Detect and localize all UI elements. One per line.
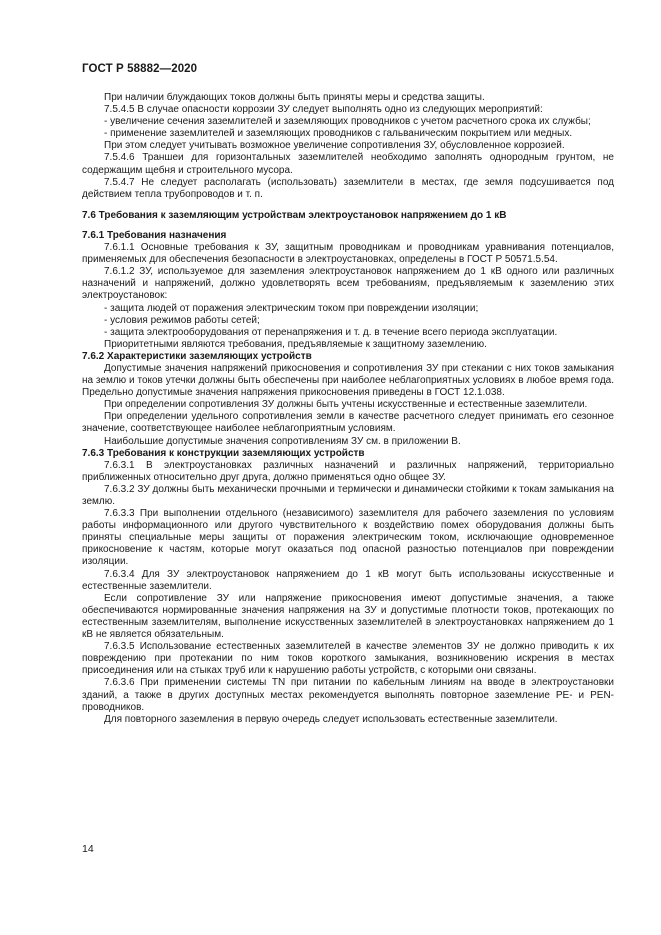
section-heading: 7.6 Требования к заземляющим устройствам электроустановок напряжением до 1 кВ: [82, 209, 507, 221]
paragraph: 7.6.3.4 Для ЗУ электроустановок напряжением до 1 кВ могут быть использованы искусственные и естественные заземлители.: [82, 568, 614, 592]
paragraph: 7.6.1.1 Основные требования к ЗУ, защитным проводникам и проводникам уравнивания потенциалов, применяемых для обеспечения безопасности в электроустановках, определены в ГОСТ Р 50571.5.54.: [82, 242, 614, 266]
document-body: [82, 92, 614, 726]
paragraph: - условия режимов работы сетей;: [104, 314, 260, 326]
paragraph: При этом следует учитывать возможное увеличение сопротивления ЗУ, обусловленное коррозией.: [104, 140, 565, 152]
paragraph: 7.6.3.6 При применении системы TN при питании по кабельным линиям на вводе в электроустановки зданий, а также в других доступных местах рекомендуется выполнять повторное заземление PE- и PEN-проводников.: [82, 677, 614, 713]
paragraph: 7.6.3.3 При выполнении отдельного (независимого) заземлителя для рабочего заземления по условиям работы информационного или другого чувствительного к воздействию помех оборудования должны быть приняты специальные меры защиты от поражения электрическим током, исключающие одновременное прикосновение к частям, которые могут оказаться под опасной разностью потенциалов при повреждении изоляции.: [82, 508, 614, 568]
paragraph: - увеличение сечения заземлителей и заземляющих проводников с учетом расчетного срока их службы;: [104, 116, 591, 128]
paragraph: 7.6.3.5 Использование естественных заземлителей в качестве элементов ЗУ не должно приводить к их повреждению при протекании по ним токов короткого замыкания, возникновению искрения в местах присоединения или на стыках труб или к нарушению работы устройств, с которыми они связаны.: [82, 641, 614, 677]
paragraph: - применение заземлителей и заземляющих проводников с гальваническим покрытием или медных.: [104, 128, 573, 140]
paragraph: 7.5.4.6 Траншеи для горизонтальных заземлителей необходимо заполнять однородным грунтом, не содержащим щебня и строительного мусора.: [82, 152, 614, 176]
paragraph: При определении сопротивления ЗУ должны быть учтены искусственные и естественные заземлители.: [104, 399, 588, 411]
paragraph: 7.5.4.7 Не следует располагать (использовать) заземлители в местах, где земля подсушивается под действием тепла трубопроводов и т. п.: [82, 176, 614, 200]
paragraph: Допустимые значения напряжений прикосновения и сопротивления ЗУ при стекании с них токов замыкания на землю и токов утечки должны быть обеспечены при наиболее неблагоприятных условиях в любое время года. Предельно допустимые значения напряжения прикосновения приведены в ГОСТ 12.1.038.: [82, 362, 614, 399]
paragraph: 7.5.4.5 В случае опасности коррозии ЗУ следует выполнять одно из следующих мероприятий:: [104, 104, 543, 116]
paragraph: Приоритетными являются требования, предъявляемые к защитному заземлению.: [104, 338, 487, 350]
paragraph: - защита электрооборудования от перенапряжения и т. д. в течение всего периода эксплуатации.: [104, 326, 558, 338]
paragraph: 7.6.3.1 В электроустановках различных назначений и различных напряжений, территориально приближенных относительно друг друга, должно применяться одно общее ЗУ.: [82, 459, 614, 483]
document-header: ГОСТ Р 58882—2020: [82, 63, 198, 75]
paragraph: - защита людей от поражения электрическим током при повреждении изоляции;: [104, 302, 479, 314]
paragraph: 7.6.3.2 ЗУ должны быть механически прочными и термически и динамически стойкими к токам замыкания на землю.: [82, 483, 614, 507]
paragraph: При определении удельного сопротивления земли в качестве расчетного следует принимать его сезонное значение, соответствующее наиболее неблагоприятным условиям.: [82, 411, 614, 435]
paragraph: 7.6.1.2 ЗУ, используемое для заземления электроустановок напряжением до 1 кВ одного или различных назначений и напряжений, должно удовлетворять всем требованиям, предъявляемым к заземлению этих электроустановок:: [82, 266, 614, 302]
paragraph: Для повторного заземления в первую очередь следует использовать естественные заземлители.: [104, 713, 558, 725]
section-heading: 7.6.1 Требования назначения: [82, 229, 227, 241]
section-heading: 7.6.2 Характеристики заземляющих устройств: [82, 350, 312, 362]
paragraph: При наличии блуждающих токов должны быть приняты меры и средства защиты.: [104, 92, 485, 103]
paragraph: Если сопротивление ЗУ или напряжение прикосновения имеют допустимые значения, а также обеспечиваются нормированные значения напряжения на ЗУ и допустимые плотности токов, протекающих по естественным заземлителям, выполнение искусственных заземлителей в электроустановках напряжением до 1 кВ не является обязательным.: [82, 592, 614, 641]
paragraph: Наибольшие допустимые значения сопротивлениям ЗУ см. в приложении В.: [104, 435, 461, 447]
section-heading: 7.6.3 Требования к конструкции заземляющих устройств: [82, 447, 365, 459]
page-number: 14: [82, 843, 94, 855]
